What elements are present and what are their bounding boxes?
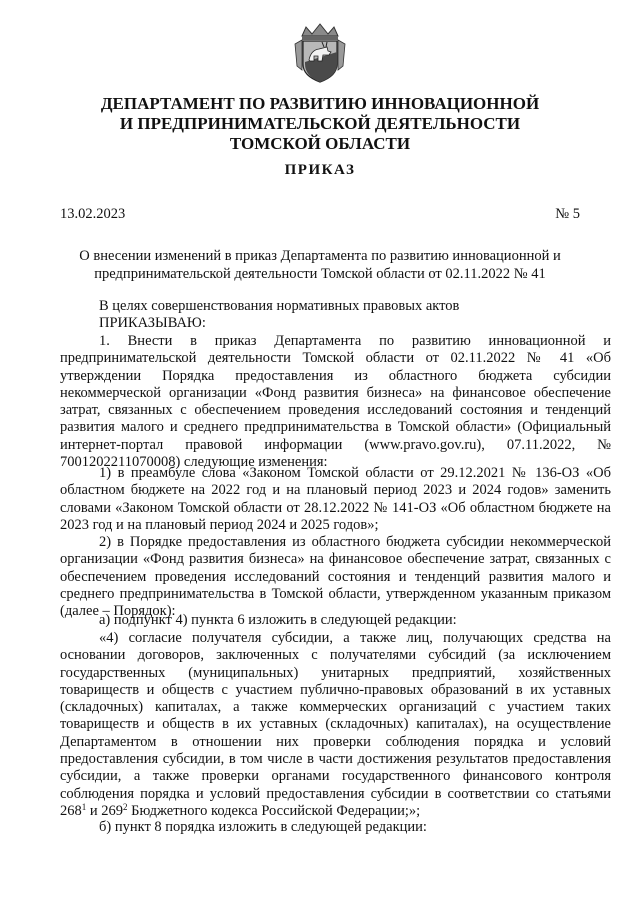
conjunction: и <box>86 802 102 819</box>
decree-word: ПРИКАЗЫВАЮ: <box>99 315 206 331</box>
item-1-subitem-1: 1) в преамбуле слова «Законом Томской области от 29.12.2021 № 136-ОЗ «Об областном бюджете на 2022 год и на плановый период 2023 и 2024 годов» заменить словами «Законом Томской области от 28.12.2022 № 141-ОЗ «Об областном бюджете на 2023 год и на плановый период 2024 и 2025 годов»; <box>60 465 611 533</box>
purpose-paragraph: В целях совершенствования нормативных правовых актов <box>99 298 460 314</box>
article-269-superscript: 2 <box>123 801 128 812</box>
tomsk-coat-of-arms-icon <box>293 22 347 84</box>
order-date: 13.02.2023 <box>60 206 126 222</box>
quoted-text: «4) согласие получателя субсидии, а также лиц, получающих средства на основании договоров, заключенных с получателями субсидий (за исключением государственных (муниципальных) унитарных предприятий, хозяйственных товариществ и обществ с участием публично-правовых образований в их уставных (складочных) капиталах, а также коммерческих организаций с участием таких товариществ и обществ в их уставных (складочных) капиталах), на осуществление Департаментом в отношении них проверки соблюдения порядка и условий предоставления субсидии, в том числе в части достижения результатов предоставления субсидии, а также проверки органами государственного финансового контроля соблюдения порядка и условий предоставления субсидии в соответствии со статьями <box>60 630 611 802</box>
order-subject: О внесении изменений в приказ Департамента по развитию инновационной и предпринимательской деятельности Томской области от 02.11.2022 № 41 <box>79 248 561 282</box>
item-1-paragraph: 1. Внести в приказ Департамента по развитию инновационной и предпринимательской деятельности Томской области от 02.11.2022 № 41 «Об утверждении Порядка предоставления из областного бюджета субсидии некоммерческой организации «Фонд развития бизнеса» на финансовое обеспечение затрат, связанных с обеспечением проведения исследований состояния и тенденций развития малого и среднего предпринимательства в Томской области» (Официальный интернет-портал правовой информации (www.pravo.gov.ru), 07.11.2022, № 7001202211070008) следующие изменения: <box>60 333 611 471</box>
item-1-subitem-2: 2) в Порядке предоставления из областного бюджета субсидии некоммерческой организации «Фонд развития бизнеса» на финансовое обеспечение затрат, связанных с обеспечением проведения исследований состояния и тенденций развития малого и среднего предпринимательства в Томской области, утвержденном указанным приказом (далее – Порядок): <box>60 534 611 620</box>
department-name-line-3: ТОМСКОЙ ОБЛАСТИ <box>229 134 411 153</box>
item-1-subitem-2a: а) подпункт 4) пункта 6 изложить в следующей редакции: <box>99 612 457 628</box>
item-1-subitem-2b: б) пункт 8 порядка изложить в следующей редакции: <box>99 819 427 835</box>
article-269: 269 <box>101 802 124 819</box>
quoted-new-wording <box>60 630 611 820</box>
document-title: ПРИКАЗ <box>284 162 356 178</box>
article-268-superscript: 1 <box>81 801 87 812</box>
department-name-line-1: ДЕПАРТАМЕНТ ПО РАЗВИТИЮ ИННОВАЦИОННОЙ <box>100 94 540 113</box>
article-268: 268 <box>60 802 82 819</box>
quoted-text-tail: Бюджетного кодекса Российской Федерации;»; <box>127 802 421 819</box>
order-number: № 5 <box>555 206 580 222</box>
department-name-line-2: И ПРЕДПРИНИМАТЕЛЬСКОЙ ДЕЯТЕЛЬНОСТИ <box>119 114 521 133</box>
